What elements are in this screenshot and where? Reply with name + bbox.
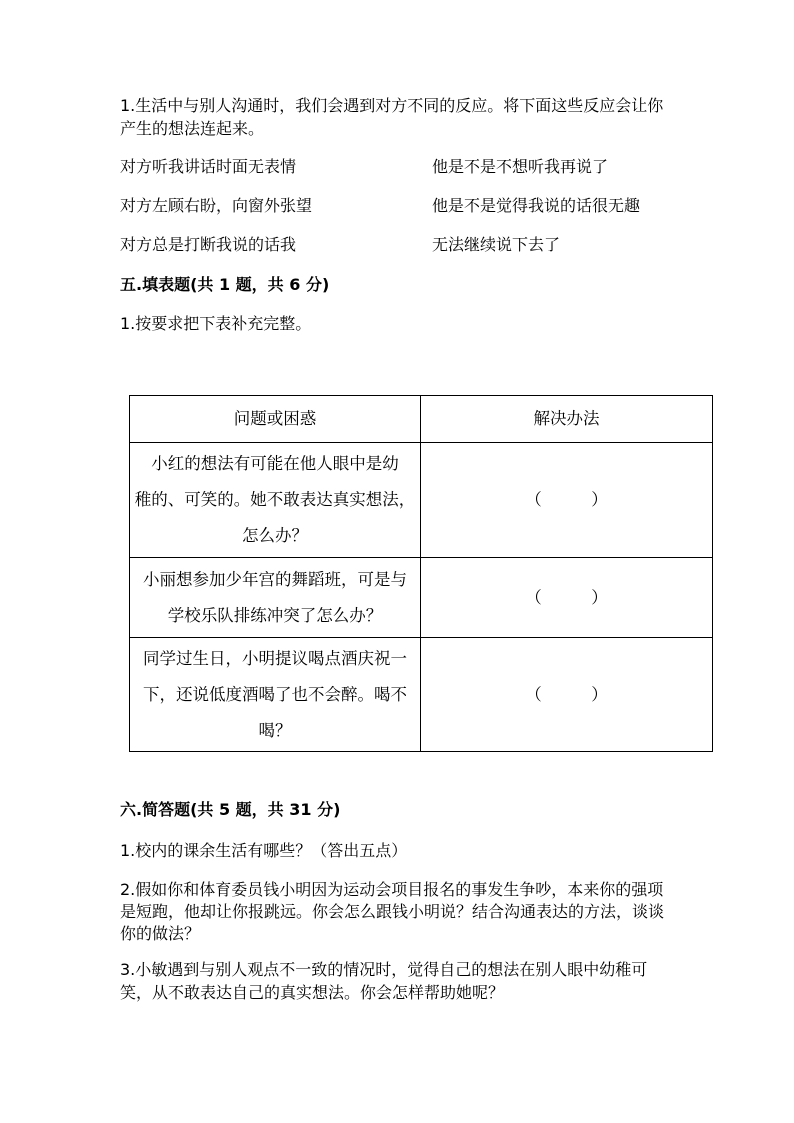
- question-prompt-line: 1.生活中与别人沟通时，我们会遇到对方不同的反应。将下面这些反应会让你: [120, 96, 664, 115]
- solution-cell: [421, 443, 713, 558]
- table-header-problem: [130, 396, 421, 443]
- matching-pair: [120, 195, 680, 234]
- problem-text-line: 怎么办？: [242, 526, 308, 545]
- reaction-item: 对方总是打断我说的话我: [120, 235, 297, 254]
- problem-cell: [130, 443, 421, 558]
- question-text-line: 你的做法？: [120, 924, 201, 943]
- problem-text-line: 稚的、可笑的。她不敢表达真实想法，: [134, 490, 416, 509]
- table-header-solution: [421, 396, 713, 443]
- matching-pair: [120, 234, 680, 273]
- answer-blank: （ ）: [525, 587, 608, 607]
- question-prompt-line: 产生的想法连起来。: [120, 119, 265, 138]
- question-text-line: 2.假如你和体育委员钱小明因为运动会项目报名的事发生争吵，本来你的强项: [120, 880, 664, 899]
- table-row: [130, 638, 713, 752]
- table-header-label: 问题或困惑: [233, 409, 317, 428]
- thought-item: 无法继续说下去了: [432, 235, 561, 254]
- problem-text-line: 喝？: [258, 720, 292, 740]
- question-text-line: 1.校内的课余生活有哪些？（答出五点）: [120, 841, 408, 860]
- thought-item: 他是不是不想听我再说了: [432, 157, 609, 176]
- table-row: [130, 558, 713, 638]
- section-heading-fill-table: 五.填表题(共 1 题，共 6 分): [120, 275, 330, 294]
- answer-blank: （ ）: [525, 684, 608, 704]
- solution-cell: [421, 638, 713, 752]
- short-answer-question: [120, 879, 664, 945]
- problem-text-line: 同学过生日，小明提议喝点酒庆祝一: [143, 648, 407, 668]
- answer-blank: （ ）: [525, 490, 608, 509]
- table-row: [130, 443, 713, 558]
- question-text-line: 是短跑，他却让你报跳远。你会怎么跟钱小明说？结合沟通表达的方法，谈谈: [120, 902, 665, 921]
- reaction-item: 对方左顾右盼，向窗外张望: [120, 196, 313, 215]
- problem-cell: [130, 558, 421, 638]
- matching-pair: [120, 156, 680, 195]
- problem-text-line: 小红的想法有可能在他人眼中是幼: [151, 454, 399, 473]
- problem-cell: [130, 638, 421, 752]
- problem-text-line: 下，还说低度酒喝了也不会醉。喝不: [143, 684, 407, 704]
- section-heading-short-answer: 六.简答题(共 5 题，共 31 分): [120, 800, 341, 819]
- matching-pairs: [120, 156, 680, 273]
- matching-question: [120, 94, 663, 140]
- problem-text-line: 学校乐队排练冲突了怎么办？: [167, 605, 383, 625]
- table-header-row: [130, 396, 713, 443]
- fill-table-question: 1.按要求把下表补充完整。: [120, 314, 312, 333]
- fill-table: [129, 395, 713, 752]
- table-header-label: 解决办法: [533, 409, 600, 428]
- short-answer-question: [120, 840, 407, 862]
- question-text-line: 笑，从不敢表达自己的真实想法。你会怎样帮助她呢？: [120, 983, 505, 1002]
- problem-text-line: 小丽想参加少年宫的舞蹈班，可是与: [143, 569, 407, 589]
- short-answer-question: [120, 958, 647, 1004]
- question-text-line: 3.小敏遇到与别人观点不一致的情况时，觉得自己的想法在别人眼中幼稚可: [120, 960, 648, 979]
- reaction-item: 对方听我讲话时面无表情: [120, 157, 297, 176]
- thought-item: 他是不是觉得我说的话很无趣: [432, 196, 641, 215]
- solution-cell: [421, 558, 713, 638]
